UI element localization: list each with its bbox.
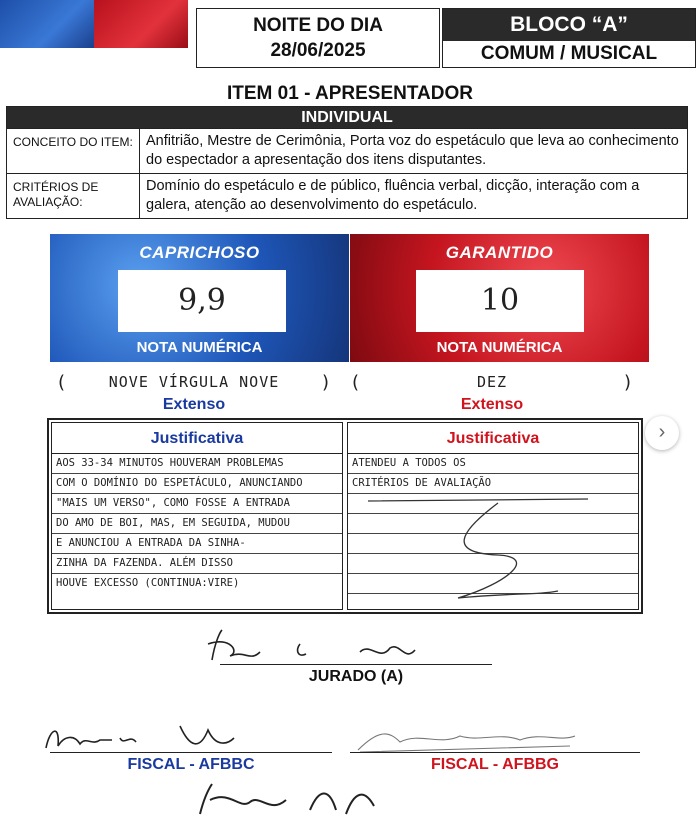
fiscal-afbbg-line (350, 752, 640, 753)
bloco-header (442, 8, 696, 68)
justification-line: ATENDEU A TODOS OS (348, 454, 638, 474)
garantido-justification (347, 422, 639, 610)
item-title: ITEM 01 - APRESENTADOR (227, 83, 473, 104)
flag-blue-half (0, 0, 94, 48)
garantido-extenso-written: DEZ (476, 373, 508, 391)
paren-close: ) (321, 372, 330, 393)
strike-through-squiggle (348, 423, 642, 613)
jurado-signature (200, 622, 430, 670)
criteria-text: Domínio do espetáculo e de público, fluência verbal, dicção, interação com a galera, atenção ao desenvolvimento do espetáculo. (146, 178, 640, 213)
bloco-title: BLOCO “A” (443, 9, 695, 41)
garantido-score-label: NOTA NUMÉRICA (436, 339, 563, 356)
caprichoso-score: 9,9 (118, 270, 286, 332)
garantido-score: 10 (416, 270, 584, 332)
caprichoso-name: CAPRICHOSO (139, 243, 260, 262)
fiscal-afbbc-label: FISCAL - AFBBC (127, 756, 255, 773)
justification-line: "MAIS UM VERSO", COMO FOSSE A ENTRADA (52, 494, 342, 514)
garantido-justification-heading: Justificativa (348, 423, 638, 454)
caprichoso-score-panel (50, 234, 349, 362)
next-page-arrow-icon[interactable]: › (645, 416, 679, 450)
flag-red-half (94, 0, 188, 48)
garantido-score-panel (350, 234, 649, 362)
concept-text: Anfitrião, Mestre de Cerimônia, Porta voz do espetáculo que leva ao conhecimento do espectador a apresentação dos itens disputantes. (146, 133, 679, 168)
caprichoso-justification-heading: Justificativa (52, 423, 342, 454)
flag-corner (0, 0, 188, 48)
caprichoso-score-label: NOTA NUMÉRICA (136, 339, 263, 356)
justification-line: DO AMO DE BOI, MAS, EM SEGUIDA, MUDOU (52, 514, 342, 534)
justification-line: AOS 33-34 MINUTOS HOUVERAM PROBLEMAS (52, 454, 342, 474)
night-header (196, 8, 440, 68)
partial-signature-bottom (190, 780, 380, 816)
justification-line: COM O DOMÍNIO DO ESPETÁCULO, ANUNCIANDO (52, 474, 342, 494)
garantido-extenso-label: Extenso (460, 396, 524, 413)
caprichoso-extenso-written: NOVE VÍRGULA NOVE (108, 373, 280, 391)
justification-line: CRITÉRIOS DE AVALIAÇÃO (348, 474, 638, 494)
justification-line: HOUVE EXCESSO (CONTINUA:VIRE) (56, 577, 240, 589)
category-bar: INDIVIDUAL (7, 107, 687, 128)
caprichoso-extenso-line (58, 372, 330, 394)
fiscal-afbbc-line (50, 752, 332, 753)
caprichoso-justification (51, 422, 343, 610)
paren-open: ( (58, 372, 67, 393)
bloco-subtitle: COMUM / MUSICAL (480, 43, 658, 64)
justification-line: ZINHA DA FAZENDA. ALÉM DISSO (52, 554, 342, 574)
garantido-name: GARANTIDO (445, 243, 554, 262)
paren-close: ) (623, 372, 632, 393)
night-title: NOITE DO DIA (253, 15, 383, 36)
justification-table (47, 418, 643, 614)
paren-open: ( (352, 372, 361, 393)
criteria-row (7, 173, 687, 218)
concept-row (7, 128, 687, 173)
item-info-table (6, 106, 688, 219)
caprichoso-extenso-label: Extenso (162, 396, 226, 413)
criteria-label: CRITÉRIOS DE AVALIAÇÃO: (7, 174, 140, 218)
jurado-signature-line (220, 664, 492, 665)
night-date: 28/06/2025 (270, 40, 366, 61)
garantido-extenso-line (352, 372, 632, 394)
concept-label: CONCEITO DO ITEM: (7, 129, 140, 173)
jurado-label: JURADO (A) (308, 668, 404, 685)
justification-line: E ANUNCIOU A ENTRADA DA SINHA- (52, 534, 342, 554)
fiscal-afbbg-label: FISCAL - AFBBG (431, 756, 559, 773)
